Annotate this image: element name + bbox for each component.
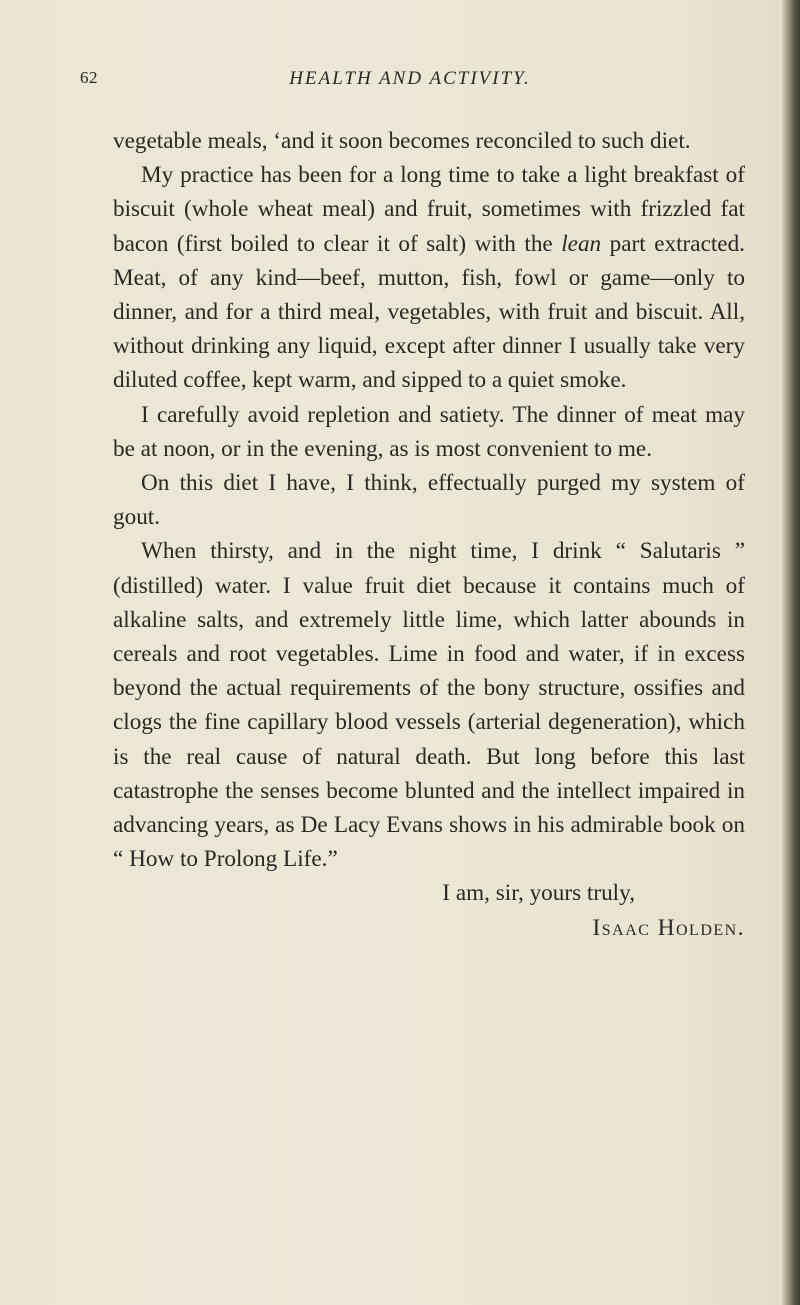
page-header [80, 68, 740, 98]
letter-closing: I am, sir, yours truly, [442, 880, 635, 907]
paragraph-2-text-a: My practice has been for a long time to take a light breakfast of biscuit (whole wheat meal) and fruit, sometimes with frizzled fat bacon (first boiled to clear it of salt) with the [113, 162, 745, 257]
letter-signature: Isaac Holden. [592, 914, 745, 941]
paragraph-1: vegetable meals, ‘and it soon becomes reconciled to such diet. [113, 128, 691, 154]
paragraph-3: I carefully avoid repletion and satiety. The dinner of meat may be at noon, or in the evening, as is most convenient to me. [113, 401, 745, 462]
page-binding-edge [782, 0, 800, 1305]
page-number: 62 [80, 68, 98, 87]
body-text [113, 124, 745, 945]
paragraph-2 [113, 158, 745, 397]
running-head: HEALTH AND ACTIVITY. [289, 68, 531, 89]
paragraph-2-text-b: part extracted. Meat, of any kind—beef, mutton, fish, fowl or game—only to dinner, and for a third meal, vegetables, with fruit and biscuit. All, without drinking any liquid, except after dinner I usually take very diluted coffee, kept warm, and sipped to a quiet smoke. [113, 230, 745, 394]
paragraph-4: On this diet I have, I think, effectually purged my system of gout. [113, 470, 745, 531]
italic-word-lean: lean [561, 230, 602, 257]
paragraph-5: When thirsty, and in the night time, I drink “ Salutaris ” (distilled) water. I value fruit diet because it contains much of alkaline salts, and extremely little lime, which latter abounds in cereals and root vegetables. Lime in food and water, if in excess beyond the actual requirements of the bony structure, ossifies and clogs the fine capillary blood vessels (arterial degeneration), which is the real cause of natural death. But long before this last catastrophe the senses become blunted and the intellect impaired in advancing years, as De Lacy Evans shows in his admirable book on “ How to Prolong Life.” [113, 538, 745, 873]
